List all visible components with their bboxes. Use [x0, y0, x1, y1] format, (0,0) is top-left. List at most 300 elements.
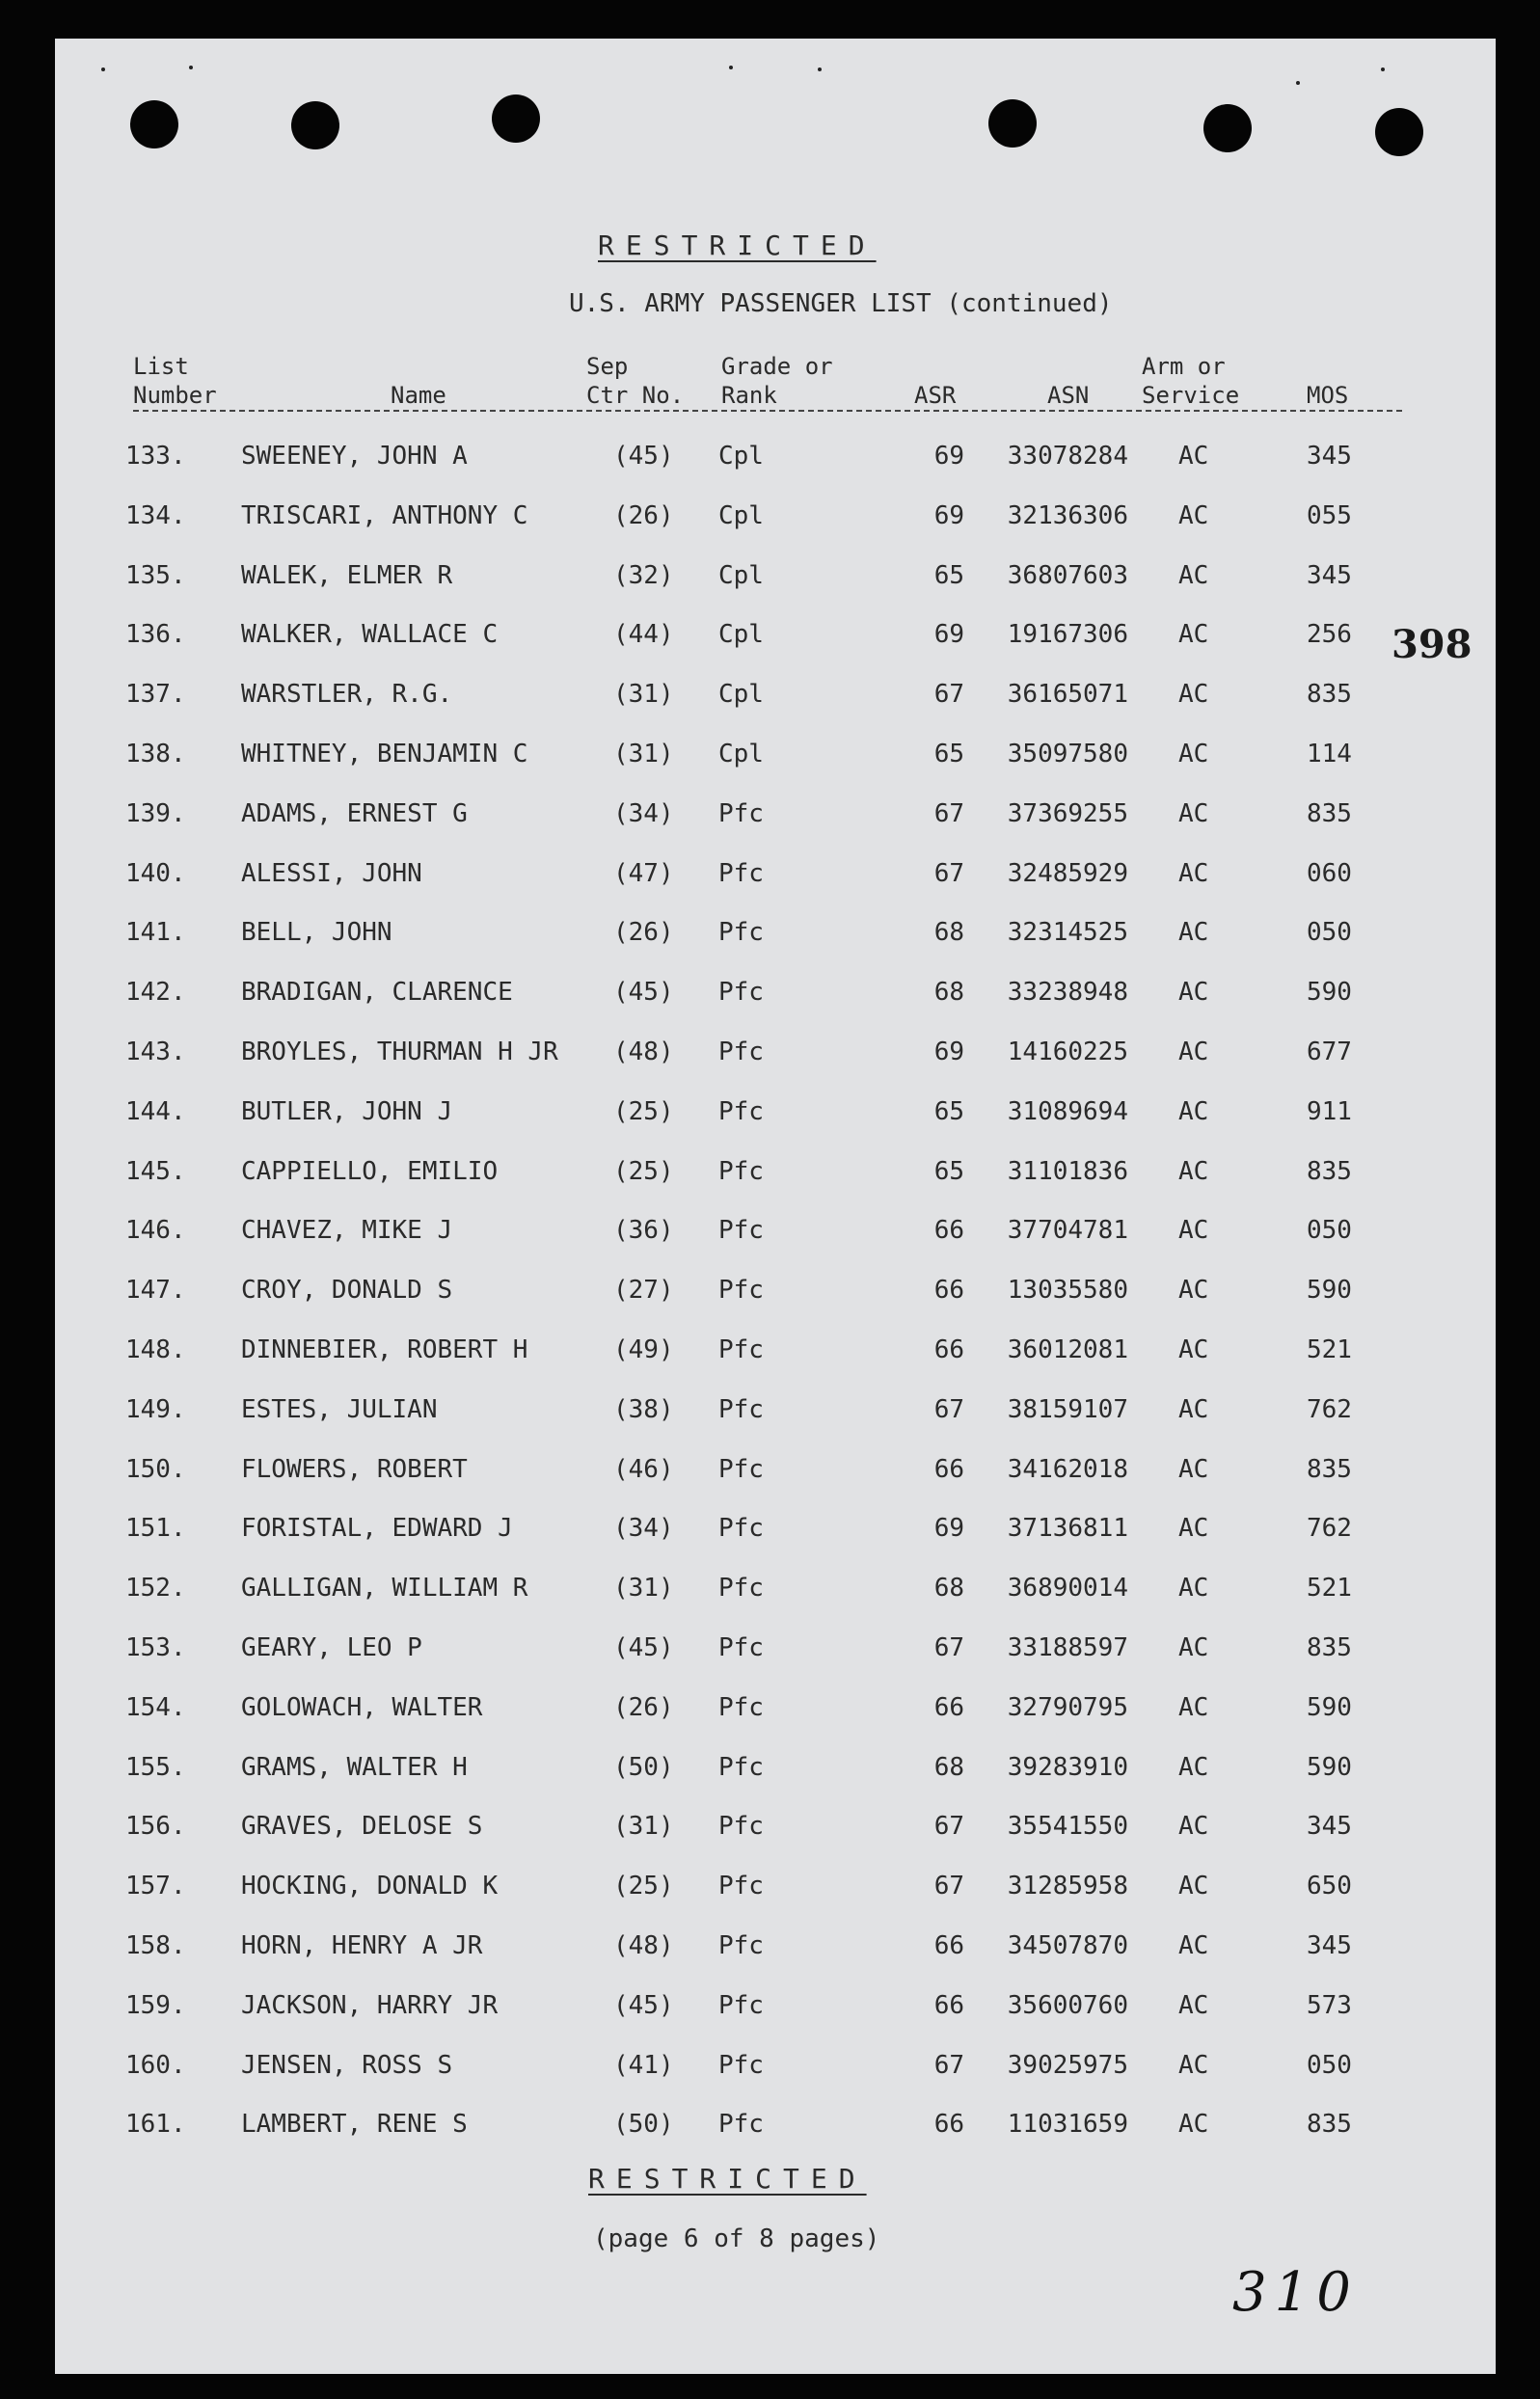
asn-cell: 34507870: [1007, 1931, 1128, 1960]
rank-cell: Pfc: [718, 918, 764, 948]
col-header-asn: [1047, 381, 1089, 410]
arm-service-cell: AC: [1178, 560, 1209, 590]
sep-ctr-cell: (44): [613, 620, 674, 650]
asr-cell: 69: [933, 500, 964, 530]
arm-service-cell: AC: [1178, 442, 1209, 471]
mos-cell: 055: [1307, 500, 1352, 530]
asn-cell: 33188597: [1007, 1633, 1128, 1662]
table-row: [0, 1152, 1540, 1191]
asr-cell: 68: [933, 1752, 964, 1782]
asr-cell: 66: [933, 1990, 964, 2020]
list-number-cell: 151.: [125, 1514, 186, 1544]
mos-cell: 114: [1307, 740, 1352, 768]
punch-hole: [1203, 104, 1252, 152]
rank-cell: Pfc: [718, 1096, 764, 1126]
punch-hole: [988, 99, 1037, 148]
sep-ctr-cell: (27): [613, 1276, 674, 1306]
asn-cell: 32136306: [1007, 500, 1128, 530]
asr-cell: 69: [933, 1514, 964, 1544]
table-row: [0, 1629, 1540, 1667]
table-row: [0, 2046, 1540, 2085]
mos-cell: 050: [1307, 2050, 1352, 2080]
name-cell: HORN, HENRY A JR: [241, 1931, 483, 1960]
rank-cell: Pfc: [718, 1990, 764, 2020]
asn-cell: 31285958: [1007, 1872, 1128, 1901]
list-number-cell: 149.: [125, 1394, 186, 1424]
table-row: [0, 1450, 1540, 1489]
asr-cell: 67: [933, 1394, 964, 1424]
list-number-cell: 133.: [125, 442, 186, 471]
table-row: [0, 1569, 1540, 1607]
arm-service-cell: AC: [1178, 978, 1209, 1008]
list-number-cell: 150.: [125, 1454, 186, 1484]
list-number-cell: 144.: [125, 1096, 186, 1126]
asn-cell: 39283910: [1007, 1752, 1128, 1782]
mos-cell: 060: [1307, 858, 1352, 888]
document-title: U.S. ARMY PASSENGER LIST (continued): [569, 289, 1113, 318]
asn-cell: 36012081: [1007, 1335, 1128, 1364]
list-number-cell: 159.: [125, 1990, 186, 2020]
col-header-rank: [721, 352, 833, 410]
rank-cell: Pfc: [718, 1574, 764, 1604]
mos-cell: 835: [1307, 1454, 1352, 1484]
rank-cell: Pfc: [718, 1276, 764, 1306]
sep-ctr-cell: (46): [613, 1454, 674, 1484]
mos-cell: 590: [1307, 1752, 1352, 1782]
rank-cell: Pfc: [718, 858, 764, 888]
sep-ctr-cell: (48): [613, 1931, 674, 1960]
asr-cell: 67: [933, 2050, 964, 2080]
asr-cell: 65: [933, 560, 964, 590]
mos-cell: 677: [1307, 1038, 1352, 1066]
asn-cell: 32485929: [1007, 858, 1128, 888]
asr-cell: 66: [933, 1216, 964, 1246]
mos-cell: 762: [1307, 1514, 1352, 1544]
asn-cell: 37136811: [1007, 1514, 1128, 1544]
name-cell: BUTLER, JOHN J: [241, 1096, 453, 1126]
col-header-name-label: Name: [391, 382, 446, 409]
col-header-mos-label: MOS: [1307, 382, 1349, 409]
col-header-arm-line2: Service: [1142, 382, 1240, 409]
mos-cell: 573: [1307, 1990, 1352, 2020]
col-header-asr-label: ASR: [914, 382, 957, 409]
arm-service-cell: AC: [1178, 1514, 1209, 1544]
sep-ctr-cell: (31): [613, 1812, 674, 1842]
arm-service-cell: AC: [1178, 1633, 1209, 1662]
asn-cell: 35097580: [1007, 740, 1128, 768]
list-number-cell: 148.: [125, 1335, 186, 1364]
list-number-cell: 157.: [125, 1872, 186, 1901]
mos-cell: 345: [1307, 442, 1352, 471]
table-row: [0, 615, 1540, 654]
mos-cell: 256: [1307, 620, 1352, 650]
asn-cell: 37704781: [1007, 1216, 1128, 1246]
arm-service-cell: AC: [1178, 1872, 1209, 1901]
mos-cell: 521: [1307, 1335, 1352, 1364]
sep-ctr-cell: (26): [613, 500, 674, 530]
col-header-name: [391, 381, 446, 410]
name-cell: ADAMS, ERNEST G: [241, 798, 468, 828]
name-cell: FLOWERS, ROBERT: [241, 1454, 468, 1484]
asr-cell: 67: [933, 858, 964, 888]
table-row: [0, 1271, 1540, 1309]
col-header-sep-line1: Sep: [586, 353, 629, 380]
asr-cell: 67: [933, 1812, 964, 1842]
mos-cell: 590: [1307, 1276, 1352, 1306]
rank-cell: Cpl: [718, 620, 764, 650]
page-indicator: (page 6 of 8 pages): [593, 2224, 880, 2253]
mos-cell: 762: [1307, 1394, 1352, 1424]
sep-ctr-cell: (41): [613, 2050, 674, 2080]
arm-service-cell: AC: [1178, 1931, 1209, 1960]
name-cell: BELL, JOHN: [241, 918, 392, 948]
name-cell: CAPPIELLO, EMILIO: [241, 1156, 499, 1186]
asn-cell: 13035580: [1007, 1276, 1128, 1306]
mos-cell: 835: [1307, 1156, 1352, 1186]
mos-cell: 590: [1307, 1692, 1352, 1722]
rank-cell: Pfc: [718, 2110, 764, 2140]
col-header-asn-label: ASN: [1047, 382, 1090, 409]
list-number-cell: 153.: [125, 1633, 186, 1662]
sep-ctr-cell: (38): [613, 1394, 674, 1424]
table-row: [0, 1331, 1540, 1369]
list-number-cell: 161.: [125, 2110, 186, 2140]
rank-cell: Pfc: [718, 1335, 764, 1364]
rank-cell: Pfc: [718, 1454, 764, 1484]
asr-cell: 66: [933, 1454, 964, 1484]
rank-cell: Cpl: [718, 560, 764, 590]
table-row: [0, 556, 1540, 595]
sep-ctr-cell: (31): [613, 740, 674, 768]
name-cell: GEARY, LEO P: [241, 1633, 422, 1662]
list-number-cell: 142.: [125, 978, 186, 1008]
rank-cell: Pfc: [718, 1633, 764, 1662]
arm-service-cell: AC: [1178, 1692, 1209, 1722]
sep-ctr-cell: (26): [613, 918, 674, 948]
table-row: [0, 1033, 1540, 1071]
asr-cell: 66: [933, 1692, 964, 1722]
mos-cell: 345: [1307, 1812, 1352, 1842]
restricted-footer: RESTRICTED: [588, 2163, 867, 2195]
list-number-cell: 138.: [125, 740, 186, 768]
asn-cell: 19167306: [1007, 620, 1128, 650]
arm-service-cell: AC: [1178, 620, 1209, 650]
mos-cell: 050: [1307, 918, 1352, 948]
name-cell: GRAMS, WALTER H: [241, 1752, 468, 1782]
name-cell: LAMBERT, RENE S: [241, 2110, 468, 2140]
rank-cell: Pfc: [718, 1216, 764, 1246]
rank-cell: Pfc: [718, 1752, 764, 1782]
asn-cell: 37369255: [1007, 798, 1128, 828]
name-cell: GRAVES, DELOSE S: [241, 1812, 483, 1842]
paper-speck: [101, 67, 105, 71]
table-row: [0, 2105, 1540, 2143]
punch-hole: [130, 100, 178, 148]
name-cell: WHITNEY, BENJAMIN C: [241, 740, 528, 768]
arm-service-cell: AC: [1178, 918, 1209, 948]
table-row: [0, 1807, 1540, 1846]
mos-cell: 835: [1307, 1633, 1352, 1662]
arm-service-cell: AC: [1178, 2050, 1209, 2080]
table-row: [0, 1748, 1540, 1787]
col-header-rank-line1: Grade or: [721, 353, 833, 380]
asr-cell: 67: [933, 798, 964, 828]
arm-service-cell: AC: [1178, 1574, 1209, 1604]
sep-ctr-cell: (25): [613, 1096, 674, 1126]
name-cell: WALEK, ELMER R: [241, 560, 453, 590]
asn-cell: 36165071: [1007, 680, 1128, 710]
table-row: [0, 1688, 1540, 1727]
arm-service-cell: AC: [1178, 500, 1209, 530]
table-row: [0, 1509, 1540, 1548]
punch-hole: [291, 101, 339, 149]
table-row: [0, 437, 1540, 475]
list-number-cell: 146.: [125, 1216, 186, 1246]
arm-service-cell: AC: [1178, 1096, 1209, 1126]
mos-cell: 345: [1307, 560, 1352, 590]
asn-cell: 36807603: [1007, 560, 1128, 590]
handwritten-number: 310: [1232, 2261, 1359, 2324]
sep-ctr-cell: (25): [613, 1872, 674, 1901]
paper-speck: [1296, 81, 1300, 85]
list-number-cell: 154.: [125, 1692, 186, 1722]
arm-service-cell: AC: [1178, 1335, 1209, 1364]
arm-service-cell: AC: [1178, 1038, 1209, 1066]
list-number-cell: 147.: [125, 1276, 186, 1306]
table-row: [0, 735, 1540, 773]
paper-speck: [818, 67, 822, 71]
arm-service-cell: AC: [1178, 740, 1209, 768]
table-row: [0, 1927, 1540, 1965]
asr-cell: 69: [933, 442, 964, 471]
name-cell: JACKSON, HARRY JR: [241, 1990, 499, 2020]
name-cell: SWEENEY, JOHN A: [241, 442, 468, 471]
col-header-list-number-line2: Number: [133, 382, 217, 409]
table-row: [0, 1092, 1540, 1131]
asn-cell: 35600760: [1007, 1990, 1128, 2020]
list-number-cell: 143.: [125, 1038, 186, 1066]
sep-ctr-cell: (36): [613, 1216, 674, 1246]
table-row: [0, 497, 1540, 535]
sep-ctr-cell: (45): [613, 442, 674, 471]
sep-ctr-cell: (45): [613, 1990, 674, 2020]
list-number-cell: 155.: [125, 1752, 186, 1782]
asn-cell: 32314525: [1007, 918, 1128, 948]
asn-cell: 39025975: [1007, 2050, 1128, 2080]
table-row: [0, 1390, 1540, 1429]
arm-service-cell: AC: [1178, 1990, 1209, 2020]
asn-cell: 36890014: [1007, 1574, 1128, 1604]
sep-ctr-cell: (45): [613, 1633, 674, 1662]
asr-cell: 66: [933, 2110, 964, 2140]
paper-speck: [189, 66, 193, 69]
arm-service-cell: AC: [1178, 1216, 1209, 1246]
mos-cell: 521: [1307, 1574, 1352, 1604]
mos-cell: 590: [1307, 978, 1352, 1008]
asr-cell: 65: [933, 1156, 964, 1186]
asn-cell: 33078284: [1007, 442, 1128, 471]
arm-service-cell: AC: [1178, 1752, 1209, 1782]
sep-ctr-cell: (50): [613, 1752, 674, 1782]
rank-cell: Pfc: [718, 1394, 764, 1424]
sep-ctr-cell: (49): [613, 1335, 674, 1364]
name-cell: CHAVEZ, MIKE J: [241, 1216, 453, 1246]
asr-cell: 66: [933, 1276, 964, 1306]
rank-cell: Cpl: [718, 680, 764, 710]
name-cell: BRADIGAN, CLARENCE: [241, 978, 513, 1008]
rank-cell: Pfc: [718, 1514, 764, 1544]
col-header-asr: [914, 381, 956, 410]
sep-ctr-cell: (34): [613, 798, 674, 828]
asr-cell: 68: [933, 918, 964, 948]
rank-cell: Pfc: [718, 1038, 764, 1066]
asr-cell: 65: [933, 1096, 964, 1126]
restricted-heading: RESTRICTED: [598, 229, 877, 261]
asn-cell: 33238948: [1007, 978, 1128, 1008]
asn-cell: 38159107: [1007, 1394, 1128, 1424]
arm-service-cell: AC: [1178, 2110, 1209, 2140]
col-header-rank-line2: Rank: [721, 382, 777, 409]
list-number-cell: 135.: [125, 560, 186, 590]
asn-cell: 32790795: [1007, 1692, 1128, 1722]
paper-speck: [729, 66, 733, 69]
table-row: [0, 1986, 1540, 2025]
sep-ctr-cell: (26): [613, 1692, 674, 1722]
page-stamp-number: 398: [1391, 622, 1472, 667]
name-cell: WALKER, WALLACE C: [241, 620, 499, 650]
asn-cell: 35541550: [1007, 1812, 1128, 1842]
mos-cell: 345: [1307, 1931, 1352, 1960]
table-row: [0, 1211, 1540, 1250]
asn-cell: 14160225: [1007, 1038, 1128, 1066]
mos-cell: 835: [1307, 798, 1352, 828]
rank-cell: Pfc: [718, 798, 764, 828]
arm-service-cell: AC: [1178, 1454, 1209, 1484]
arm-service-cell: AC: [1178, 1156, 1209, 1186]
sep-ctr-cell: (31): [613, 1574, 674, 1604]
table-row: [0, 795, 1540, 833]
rank-cell: Pfc: [718, 2050, 764, 2080]
sep-ctr-cell: (47): [613, 858, 674, 888]
asr-cell: 67: [933, 1633, 964, 1662]
rank-cell: Cpl: [718, 500, 764, 530]
list-number-cell: 136.: [125, 620, 186, 650]
arm-service-cell: AC: [1178, 858, 1209, 888]
asr-cell: 66: [933, 1335, 964, 1364]
col-header-arm-line1: Arm or: [1142, 353, 1226, 380]
rank-cell: Cpl: [718, 442, 764, 471]
table-row: [0, 854, 1540, 893]
list-number-cell: 137.: [125, 680, 186, 710]
name-cell: JENSEN, ROSS S: [241, 2050, 453, 2080]
punch-hole: [1375, 108, 1423, 156]
paper-speck: [1381, 67, 1385, 71]
mos-cell: 835: [1307, 680, 1352, 710]
rank-cell: Pfc: [718, 1872, 764, 1901]
asr-cell: 67: [933, 1872, 964, 1901]
sep-ctr-cell: (50): [613, 2110, 674, 2140]
sep-ctr-cell: (48): [613, 1038, 674, 1066]
asr-cell: 65: [933, 740, 964, 768]
name-cell: GOLOWACH, WALTER: [241, 1692, 483, 1722]
name-cell: ALESSI, JOHN: [241, 858, 422, 888]
name-cell: HOCKING, DONALD K: [241, 1872, 499, 1901]
list-number-cell: 145.: [125, 1156, 186, 1186]
arm-service-cell: AC: [1178, 798, 1209, 828]
col-header-list-number: [133, 352, 217, 410]
sep-ctr-cell: (34): [613, 1514, 674, 1544]
mos-cell: 835: [1307, 2110, 1352, 2140]
name-cell: GALLIGAN, WILLIAM R: [241, 1574, 528, 1604]
list-number-cell: 139.: [125, 798, 186, 828]
mos-cell: 650: [1307, 1872, 1352, 1901]
rank-cell: Pfc: [718, 1812, 764, 1842]
asr-cell: 68: [933, 1574, 964, 1604]
asr-cell: 68: [933, 978, 964, 1008]
name-cell: FORISTAL, EDWARD J: [241, 1514, 513, 1544]
table-row: [0, 1867, 1540, 1905]
asr-cell: 67: [933, 680, 964, 710]
rank-cell: Pfc: [718, 978, 764, 1008]
asr-cell: 69: [933, 1038, 964, 1066]
punch-hole: [492, 94, 540, 143]
asn-cell: 31101836: [1007, 1156, 1128, 1186]
asn-cell: 34162018: [1007, 1454, 1128, 1484]
col-header-sep-line2: Ctr No.: [586, 382, 685, 409]
rank-cell: Cpl: [718, 740, 764, 768]
header-divider: [133, 410, 1402, 412]
arm-service-cell: AC: [1178, 1812, 1209, 1842]
sep-ctr-cell: (32): [613, 560, 674, 590]
mos-cell: 050: [1307, 1216, 1352, 1246]
arm-service-cell: AC: [1178, 1394, 1209, 1424]
list-number-cell: 152.: [125, 1574, 186, 1604]
arm-service-cell: AC: [1178, 1276, 1209, 1306]
table-row: [0, 675, 1540, 714]
col-header-arm: [1142, 352, 1239, 410]
asn-cell: 31089694: [1007, 1096, 1128, 1126]
col-header-mos: [1307, 381, 1348, 410]
col-header-sep: [586, 352, 684, 410]
name-cell: TRISCARI, ANTHONY C: [241, 500, 528, 530]
sep-ctr-cell: (25): [613, 1156, 674, 1186]
table-row: [0, 913, 1540, 952]
list-number-cell: 158.: [125, 1931, 186, 1960]
list-number-cell: 156.: [125, 1812, 186, 1842]
arm-service-cell: AC: [1178, 680, 1209, 710]
name-cell: WARSTLER, R.G.: [241, 680, 453, 710]
table-row: [0, 973, 1540, 1011]
sep-ctr-cell: (45): [613, 978, 674, 1008]
rank-cell: Pfc: [718, 1931, 764, 1960]
list-number-cell: 134.: [125, 500, 186, 530]
col-header-list-number-line1: List: [133, 353, 189, 380]
name-cell: ESTES, JULIAN: [241, 1394, 438, 1424]
rank-cell: Pfc: [718, 1156, 764, 1186]
mos-cell: 911: [1307, 1096, 1352, 1126]
list-number-cell: 140.: [125, 858, 186, 888]
sep-ctr-cell: (31): [613, 680, 674, 710]
list-number-cell: 141.: [125, 918, 186, 948]
rank-cell: Pfc: [718, 1692, 764, 1722]
asr-cell: 66: [933, 1931, 964, 1960]
name-cell: BROYLES, THURMAN H JR: [241, 1038, 558, 1066]
name-cell: DINNEBIER, ROBERT H: [241, 1335, 528, 1364]
name-cell: CROY, DONALD S: [241, 1276, 453, 1306]
list-number-cell: 160.: [125, 2050, 186, 2080]
asr-cell: 69: [933, 620, 964, 650]
asn-cell: 11031659: [1007, 2110, 1128, 2140]
